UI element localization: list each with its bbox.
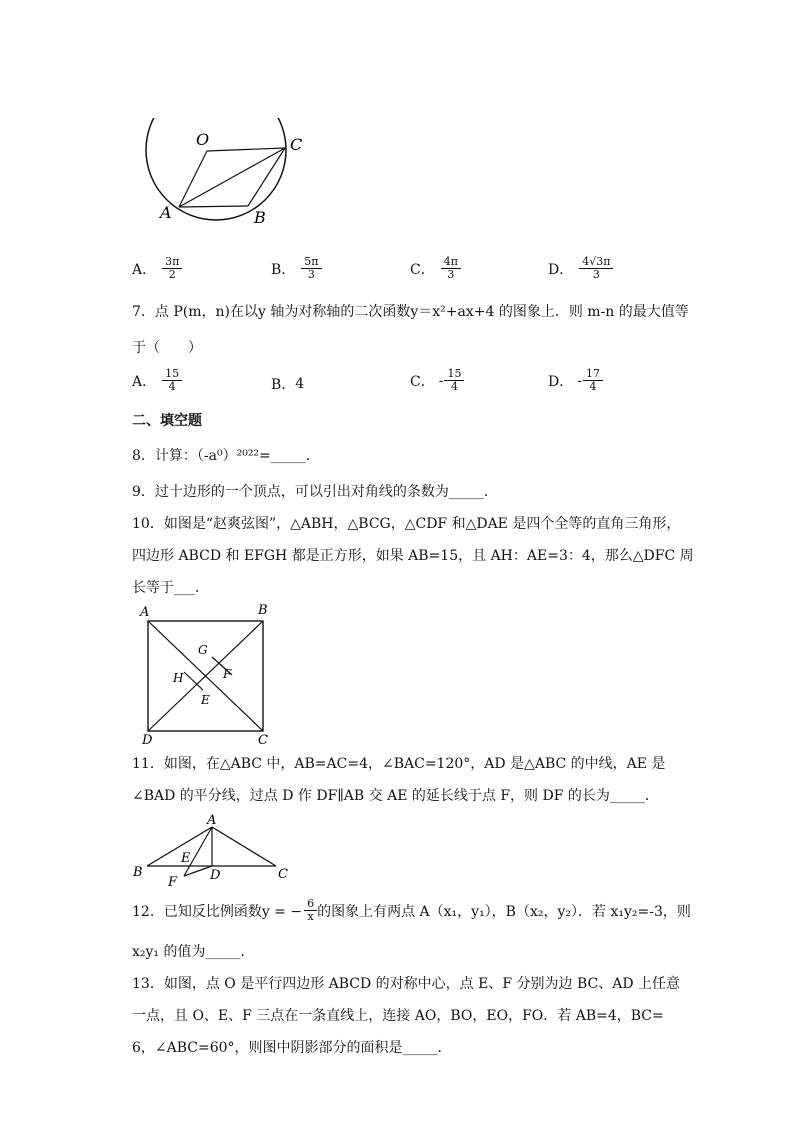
q9: 9．过十边形的一个顶点，可以引出对角线的条数为_____． xyxy=(132,484,498,500)
q6-option-d: D． $\frac{4√3\pi}{3}$ xyxy=(548,256,613,281)
q13-line2: 一点，且 O、E、F 三点在一条直线上，连接 AO，BO，EO，FO．若 AB=4，BC= xyxy=(132,1008,664,1024)
q12-line2: x₂y₁ 的值为_____． xyxy=(132,944,255,960)
q12-line1: 12．已知反比例函数y = − $\frac{6}{x}$ 的图象上有两点 A（x₁，y₁），B（x₂，y₂）．若 x₁y₂=-3，则 xyxy=(132,897,691,923)
tri-label-D: D xyxy=(210,868,221,883)
label-O: O xyxy=(196,130,210,149)
q7-option-d: D． - $\frac{17}{4}$ xyxy=(548,368,603,393)
tri-label-E: E xyxy=(181,851,191,866)
zhao-shuang-figure xyxy=(135,600,275,750)
label-A: A xyxy=(160,203,172,222)
q7-option-c: C． - $\frac{15}{4}$ xyxy=(410,368,464,393)
sq-label-C: C xyxy=(258,733,268,748)
sq-label-H: H xyxy=(173,671,184,685)
sq-label-B: B xyxy=(258,603,268,618)
triangle-figure xyxy=(128,810,293,890)
tri-label-A: A xyxy=(207,813,217,828)
q6-option-c: C． $\frac{4\pi}{3}$ xyxy=(410,256,461,281)
q8: 8．计算：（-a⁰）²⁰²²=_____． xyxy=(132,448,320,464)
sq-label-F: F xyxy=(223,667,232,681)
q10-line2: 四边形 ABCD 和 EFGH 都是正方形，如果 AB=15，且 AH：AE=3：4，那么△DFC 周 xyxy=(132,548,694,564)
q6-option-b: B． $\frac{5\pi}{3}$ xyxy=(271,256,322,281)
sq-label-G: G xyxy=(198,643,208,657)
q10-line3: 长等于___． xyxy=(132,580,209,596)
sq-label-A: A xyxy=(140,605,150,620)
tri-label-C: C xyxy=(278,867,288,882)
sq-label-D: D xyxy=(142,733,153,748)
label-C: C xyxy=(290,135,303,154)
q7-line1: 7．点 P(m，n)在以y 轴为对称轴的二次函数y＝x²+ax+4 的图象上．则 m-n 的最大值等 xyxy=(132,304,689,320)
q11-line2: ∠BAD 的平分线，过点 D 作 DF∥AB 交 AE 的延长线于点 F，则 DF 的长为_____． xyxy=(132,788,659,804)
q7-line2: 于（ ） xyxy=(132,340,202,356)
tri-label-F: F xyxy=(168,875,178,890)
tri-label-B: B xyxy=(133,865,143,880)
q13-line3: 6，∠ABC=60°，则图中阴影部分的面积是_____． xyxy=(132,1040,452,1056)
q7-option-a: A． $\frac{15}{4}$ xyxy=(132,368,182,393)
q13-line1: 13．如图，点 O 是平行四边形 ABCD 的对称中心，点 E、F 分别为边 BC、AD 上任意 xyxy=(132,976,681,992)
q7-option-b: B． 4 xyxy=(271,376,305,393)
q11-line1: 11．如图，在△ABC 中，AB=AC=4，∠BAC=120°，AD 是△ABC 的中线，AE 是 xyxy=(132,756,666,772)
label-B: B xyxy=(254,208,266,227)
sq-label-E: E xyxy=(201,693,210,707)
q6-option-a: A． $\frac{3\pi}{2}$ xyxy=(132,256,182,281)
q10-line1: 10．如图是“赵爽弦图”，△ABH，△BCG，△CDF 和△DAE 是四个全等的直角三角形， xyxy=(132,516,681,532)
section-title-fill-blank: 二、填空题 xyxy=(132,413,202,429)
circle-figure xyxy=(140,118,320,233)
